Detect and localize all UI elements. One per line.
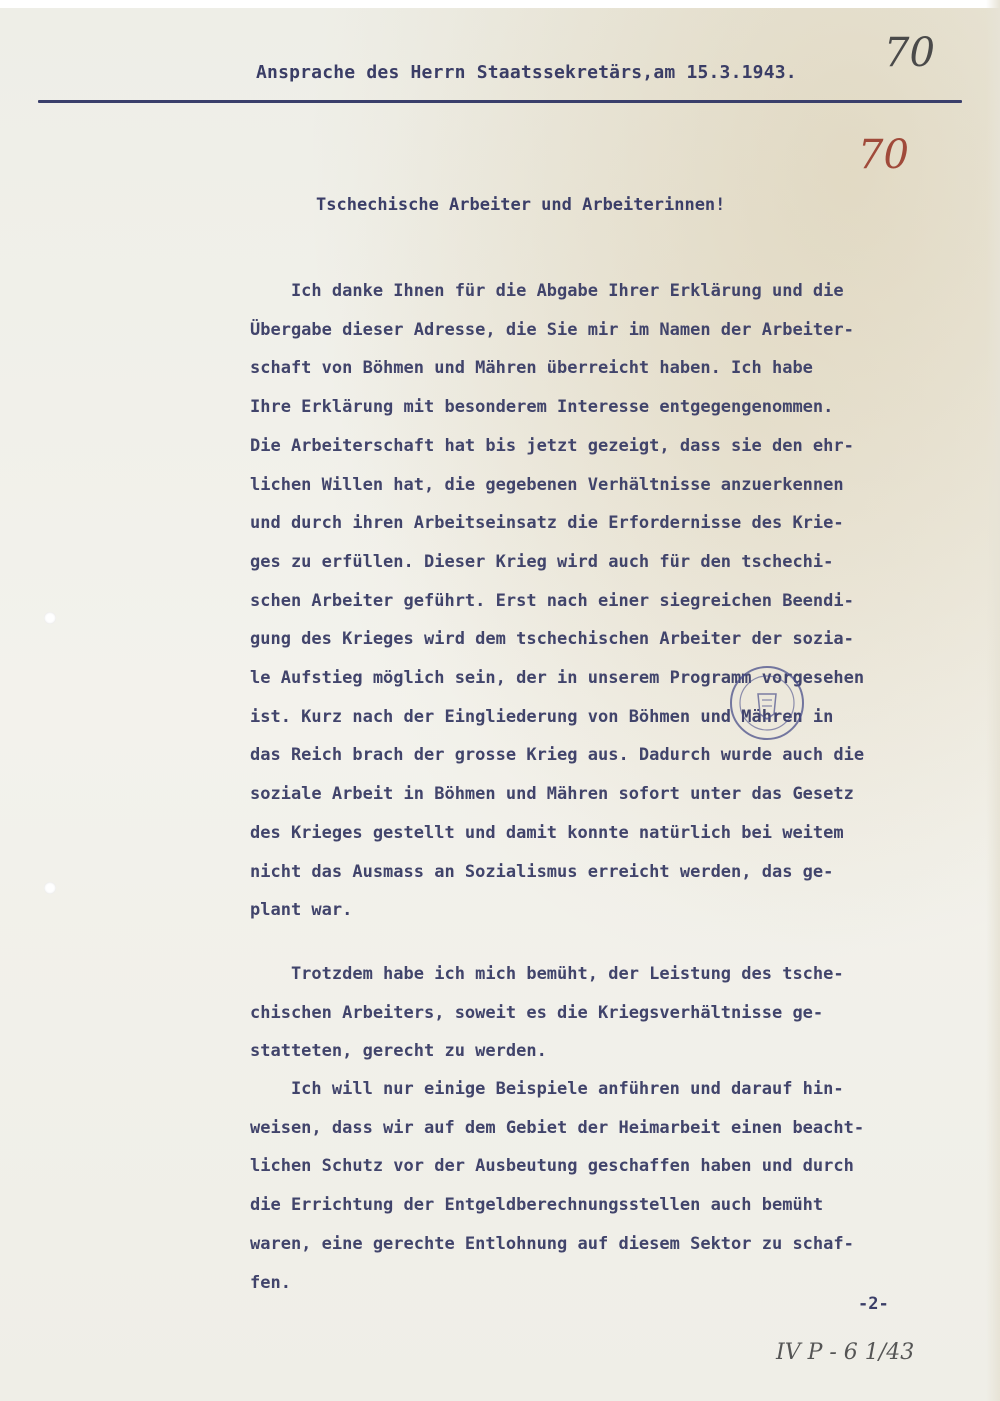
salutation: Tschechische Arbeiter und Arbeiterinnen! [316,195,726,215]
page-number: -2- [858,1294,889,1314]
handwritten-folio-number: 70 [884,30,935,76]
handwritten-folio-number-red: 70 [858,132,909,178]
punch-hole [44,882,56,894]
paragraph: Ich will nur einige Beispiele anführen und darauf hin- weisen, dass wir auf dem Gebiet der Heimarbeit einen beacht- lichen Schutz vor der Ausbeutung geschaffen haben und durch die Errichtung der Entgeldberechnungsstellen auch bemüht waren, eine gerechte Entlohnung auf diesem Sektor zu schaf- fen. [250,1079,865,1293]
handwritten-reference: IV P - 6 1/43 [776,1340,915,1365]
document-header: Ansprache des Herrn Staatssekretärs,am 15.3.1943. [256,62,797,83]
paper-top-edge [0,0,1000,8]
punch-hole [44,612,56,624]
archive-stamp-icon [728,664,806,742]
paragraph: Trotzdem habe ich mich bemüht, der Leistung des tsche- chischen Arbeiters, soweit es die Kriegsverhältnisse ge- statteten, gerecht zu werden. [250,964,844,1062]
paragraph: Ich danke Ihnen für die Abgabe Ihrer Erklärung und die Übergabe dieser Adresse, die Sie mir im Namen der Arbeiter- schaft von Böhmen und Mähren überreicht haben. Ich habe Ihre Erklärung mit besonderem Interesse entgegengenommen. Die Arbeiterschaft hat bis jetzt gezeigt, dass sie den ehr- lichen Willen hat, die gegebenen Verhältnisse anzuerkennen und durch ihren Arbeitseinsatz die Erfordernisse des Krie- ges zu erfüllen. Dieser Krieg wird auch für den tschechi- schen Arbeiter geführt. Erst nach einer siegreichen Beendi- gung des Krieges wird dem tschechischen Arbeiter der sozia- le Aufstieg möglich sein, der in unserem Programm vorgesehen ist. Kurz nach der Eingliederung von Böhmen und Mähren in das Reich brach der grosse Krieg aus. Dadurch wurde auch die soziale Arbeit in Böhmen und Mähren sofort unter das Gesetz des Krieges gestellt und damit konnte natürlich bei weitem nicht das Ausmass an Sozialismus erreicht werden, das ge- plant war. [250,281,865,921]
header-rule [38,100,962,103]
paper-right-edge [986,0,1000,1401]
